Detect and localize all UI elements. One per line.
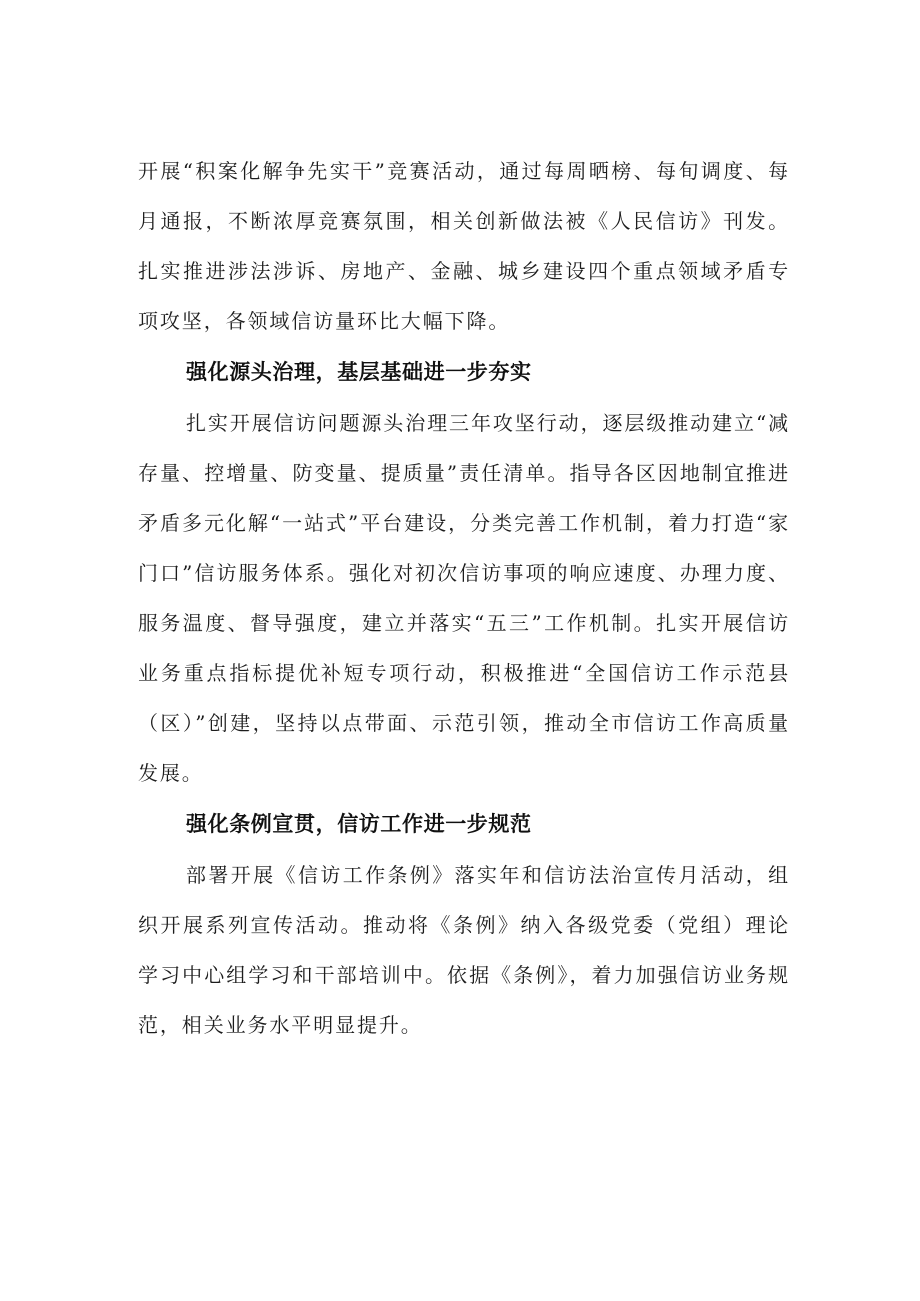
heading-source-governance: 强化源头治理，基层基础进一步夯实 xyxy=(186,360,532,384)
paragraph-source-governance: 扎实开展信访问题源头治理三年攻坚行动，逐层级推动建立“减存量、控增量、防变量、提质量”责任清单。指导各区因地制宜推进矛盾多元化解“一站式”平台建设，分类完善工作机制，着力打造“家门口”信访服务体系。强化对初次信访事项的响应速度、办理力度、服务温度、督导强度，建立并落实“五三”工作机制。扎实开展信访业务重点指标提优补短专项行动，积极推进“全国信访工作示范县（区）”创建，坚持以点带面、示范引领，推动全市信访工作高质量发展。 xyxy=(138,411,790,785)
heading-regulation-publicity: 强化条例宣贯，信访工作进一步规范 xyxy=(186,812,532,836)
paragraph-contest-activity: 开展“积案化解争先实干”竞赛活动，通过每周晒榜、每旬调度、每月通报，不断浓厚竞赛氛围，相关创新做法被《人民信访》刊发。扎实推进涉法涉诉、房地产、金融、城乡建设四个重点领域矛盾专项攻坚，各领域信访量环比大幅下降。 xyxy=(138,159,790,333)
document-body xyxy=(138,146,790,1050)
paragraph-regulation-publicity: 部署开展《信访工作条例》落实年和信访法治宣传月活动，组织开展系列宣传活动。推动将《条例》纳入各级党委（党组）理论学习中心组学习和干部培训中。依据《条例》，着力加强信访业务规范，相关业务水平明显提升。 xyxy=(138,863,790,1037)
